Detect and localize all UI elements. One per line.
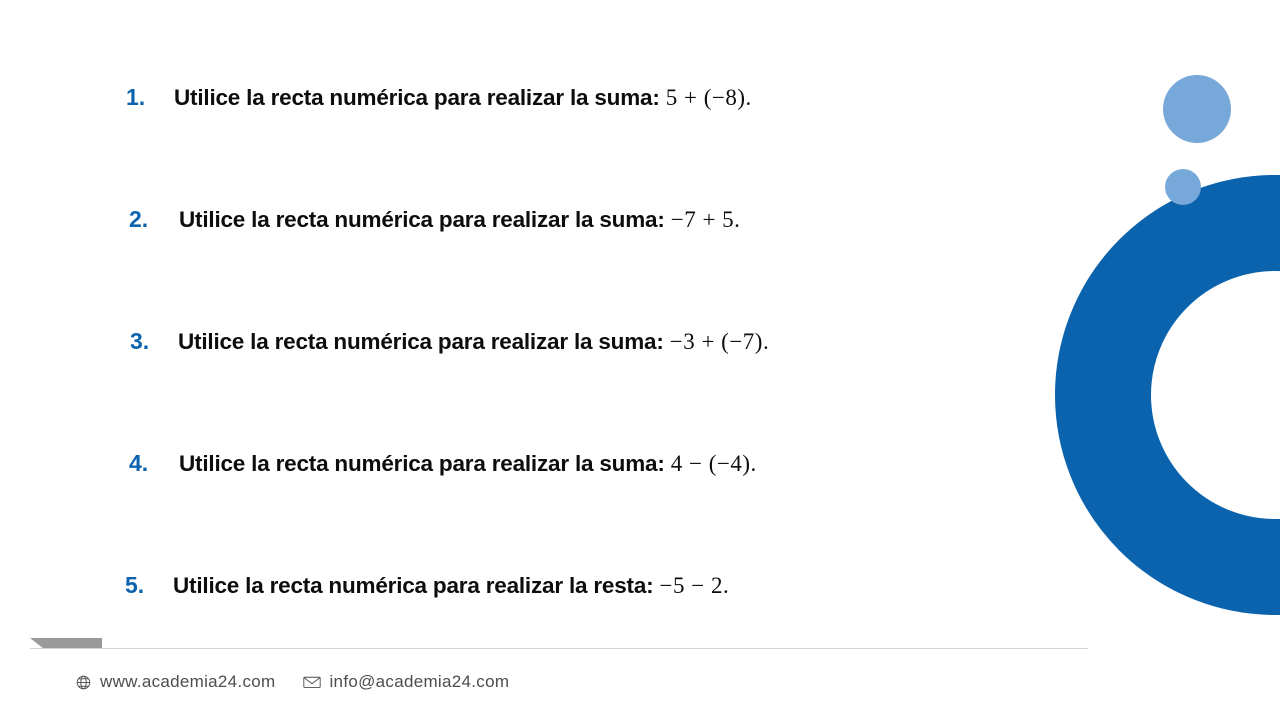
question-prompt: Utilice la recta numérica para realizar la suma: <box>178 329 664 354</box>
question-expression: 4 − (−4). <box>670 451 757 476</box>
question-prompt: Utilice la recta numérica para realizar la suma: <box>179 207 665 232</box>
question-expression: 5 + (−8). <box>665 85 752 110</box>
globe-icon <box>74 673 92 691</box>
list-item <box>120 84 1080 206</box>
question-prompt: Utilice la recta numérica para realizar la suma: <box>174 85 660 110</box>
large-blue-dot <box>1163 75 1231 143</box>
footer <box>74 672 509 692</box>
list-item <box>120 450 1080 572</box>
question-number: 3. <box>130 328 150 354</box>
question-prompt: Utilice la recta numérica para realizar la resta: <box>173 573 654 598</box>
question-text <box>178 329 769 355</box>
question-text <box>179 207 740 233</box>
question-expression: −3 + (−7). <box>669 329 770 354</box>
footer-website-text: www.academia24.com <box>100 672 276 691</box>
question-number: 2. <box>129 206 149 232</box>
list-item <box>120 328 1080 450</box>
question-number: 5. <box>125 572 145 598</box>
footer-divider <box>30 648 1088 649</box>
question-text <box>179 451 757 477</box>
envelope-icon <box>303 673 321 691</box>
footer-email[interactable] <box>303 672 509 692</box>
footer-email-text: info@academia24.com <box>329 672 510 691</box>
question-prompt: Utilice la recta numérica para realizar la suma: <box>179 451 665 476</box>
question-number: 1. <box>126 84 146 110</box>
list-item <box>120 206 1080 328</box>
small-blue-dot <box>1165 169 1201 205</box>
question-text <box>173 573 729 599</box>
footer-website[interactable] <box>74 672 275 692</box>
question-list <box>120 84 1080 694</box>
question-expression: −5 − 2. <box>659 573 730 598</box>
question-text <box>174 85 752 111</box>
question-number: 4. <box>129 450 149 476</box>
question-expression: −7 + 5. <box>670 207 741 232</box>
